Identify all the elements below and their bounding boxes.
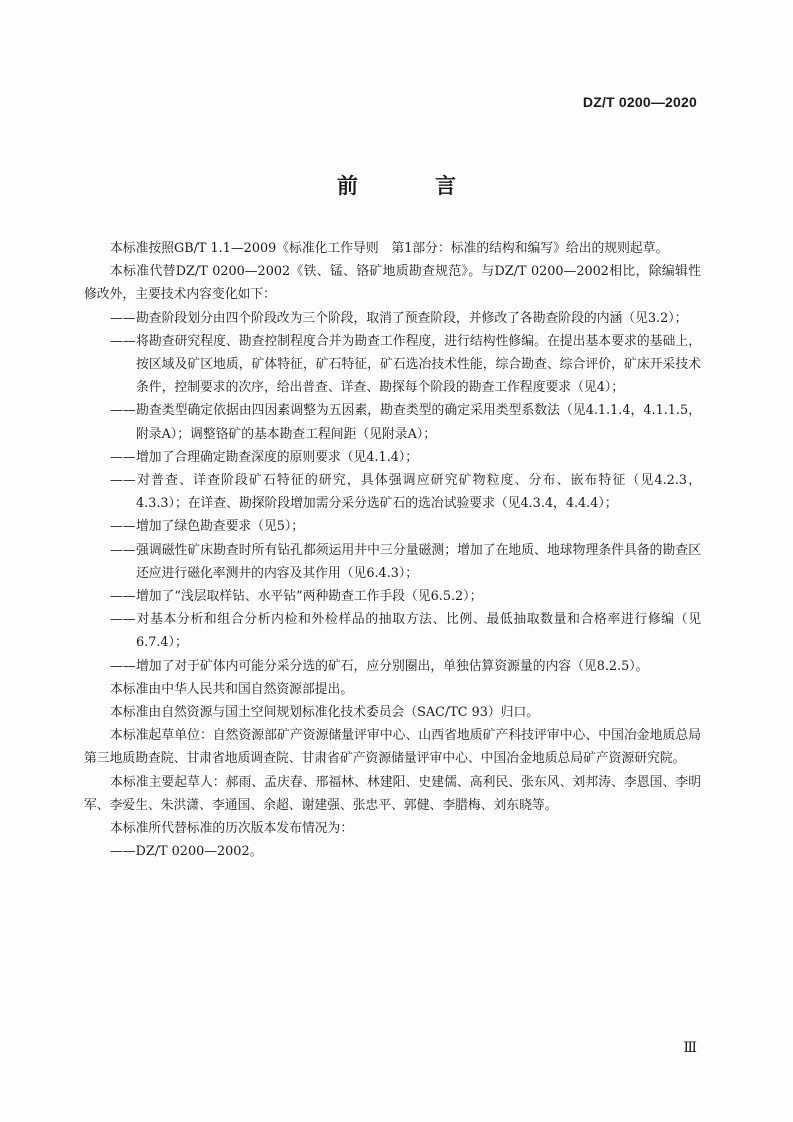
page-title: 前 言 xyxy=(337,174,484,198)
standard-code: DZ/T 0200—2020 xyxy=(582,94,697,110)
list-item-text: 对基本分析和组合分析内检和外检样品的抽取方法、比例、最低抽取数量和合格率进行修编（见6.7.4）； xyxy=(136,612,701,651)
dash-marker: —— xyxy=(110,403,136,419)
list-item xyxy=(84,585,701,608)
page-number: Ⅲ xyxy=(683,1040,697,1056)
list-item-text: 勘查类型确定依据由四因素调整为五因素，勘查类型的确定采用类型系数法（见4.1.1.4，4.1.1.5，附录A）；调整铬矿的基本勘查工程间距（见附录A）； xyxy=(136,403,701,442)
dash-marker: —— xyxy=(110,310,136,326)
list-item-text: 增加了“浅层取样钻、水平钻”两种勘查工作手段（见6.5.2）； xyxy=(136,589,483,605)
list-item xyxy=(84,399,701,445)
changes-list xyxy=(84,307,701,678)
dash-marker: —— xyxy=(110,519,136,535)
list-item xyxy=(84,446,701,469)
dash-marker: —— xyxy=(110,612,136,628)
dash-marker: —— xyxy=(110,542,136,558)
dash-marker: —— xyxy=(110,449,136,465)
paragraph-drafting-units: 本标准起草单位：自然资源部矿产资源储量评审中心、山西省地质矿产科技评审中心、中国冶金地质总局第三地质勘查院、甘肃省地质调查院、甘肃省矿产资源储量评审中心、中国冶金地质总局矿产资源研究院。 xyxy=(84,728,701,767)
list-item-text: 增加了绿色勘查要求（见5）； xyxy=(136,519,305,535)
list-item-text: 对普查、详查阶段矿石特征的研究，具体强调应研究矿物粒度、分布、嵌布特征（见4.2.3，4.3.3）；在详查、勘探阶段增加需分采分选矿石的选冶试验要求（见4.3.4，4.4.4）； xyxy=(136,473,701,512)
list-item-text: 增加了对于矿体内可能分采分选的矿石，应分别圈出，单独估算资源量的内容（见8.2.5）。 xyxy=(136,658,649,674)
list-item xyxy=(84,655,701,678)
history-item xyxy=(84,840,701,863)
history-item-text: DZ/T 0200—2002。 xyxy=(135,844,263,860)
dash-marker: —— xyxy=(110,589,136,605)
list-item-text: 强调磁性矿床勘查时所有钻孔都须运用井中三分量磁测；增加了在地质、地球物理条件具备的勘查区还应进行磁化率测井的内容及其作用（见6.4.3）； xyxy=(136,542,701,581)
dash-marker: —— xyxy=(110,844,136,860)
dash-marker: —— xyxy=(110,333,136,349)
body-text xyxy=(84,237,701,863)
dash-marker: —— xyxy=(110,473,136,489)
list-item-text: 将勘查研究程度、勘查控制程度合并为勘查工作程度，进行结构性修编。在提出基本要求的基础上，按区域及矿区地质，矿体特征，矿石特征，矿石选冶技术性能，综合勘查、综合评价，矿床开采技术条件，控制要求的次序，给出普查、详查、勘探每个阶段的勘查工作程度要求（见4）； xyxy=(136,333,701,396)
list-item-text: 增加了合理确定勘查深度的原则要求（见4.1.4）； xyxy=(136,449,419,465)
list-item xyxy=(84,469,701,515)
dash-marker: —— xyxy=(110,658,136,674)
paragraph-centralized-by: 本标准由自然资源与国土空间规划标准化技术委员会（SAC/TC 93）归口。 xyxy=(110,705,540,721)
paragraph-drafting-rules: 本标准按照GB/T 1.1—2009《标准化工作导则 第1部分：标准的结构和编写》给出的规则起草。 xyxy=(110,241,669,256)
paragraph-proposed-by: 本标准由中华人民共和国自然资源部提出。 xyxy=(110,681,354,697)
paragraph-replacement: 本标准代替DZ/T 0200—2002《铁、锰、铬矿地质勘查规范》。与DZ/T 0200—2002相比，除编辑性修改外，主要技术内容变化如下： xyxy=(84,264,701,303)
paragraph-drafters: 本标准主要起草人：郝雨、孟庆春、邢福林、林建阳、史建儒、高利民、张东风、刘邦涛、李恩国、李明军、李爱生、朱洪潇、李通国、余超、谢建强、张忠平、郭健、李腊梅、刘东晓等。 xyxy=(84,774,701,813)
list-item xyxy=(84,307,701,330)
list-item xyxy=(84,539,701,585)
list-item xyxy=(84,515,701,538)
list-item xyxy=(84,608,701,654)
list-item xyxy=(84,330,701,400)
list-item-text: 勘查阶段划分由四个阶段改为三个阶段，取消了预查阶段，并修改了各勘查阶段的内涵（见3.2）； xyxy=(136,310,688,326)
paragraph-version-history: 本标准所代替标准的历次版本发布情况为： xyxy=(110,821,354,837)
